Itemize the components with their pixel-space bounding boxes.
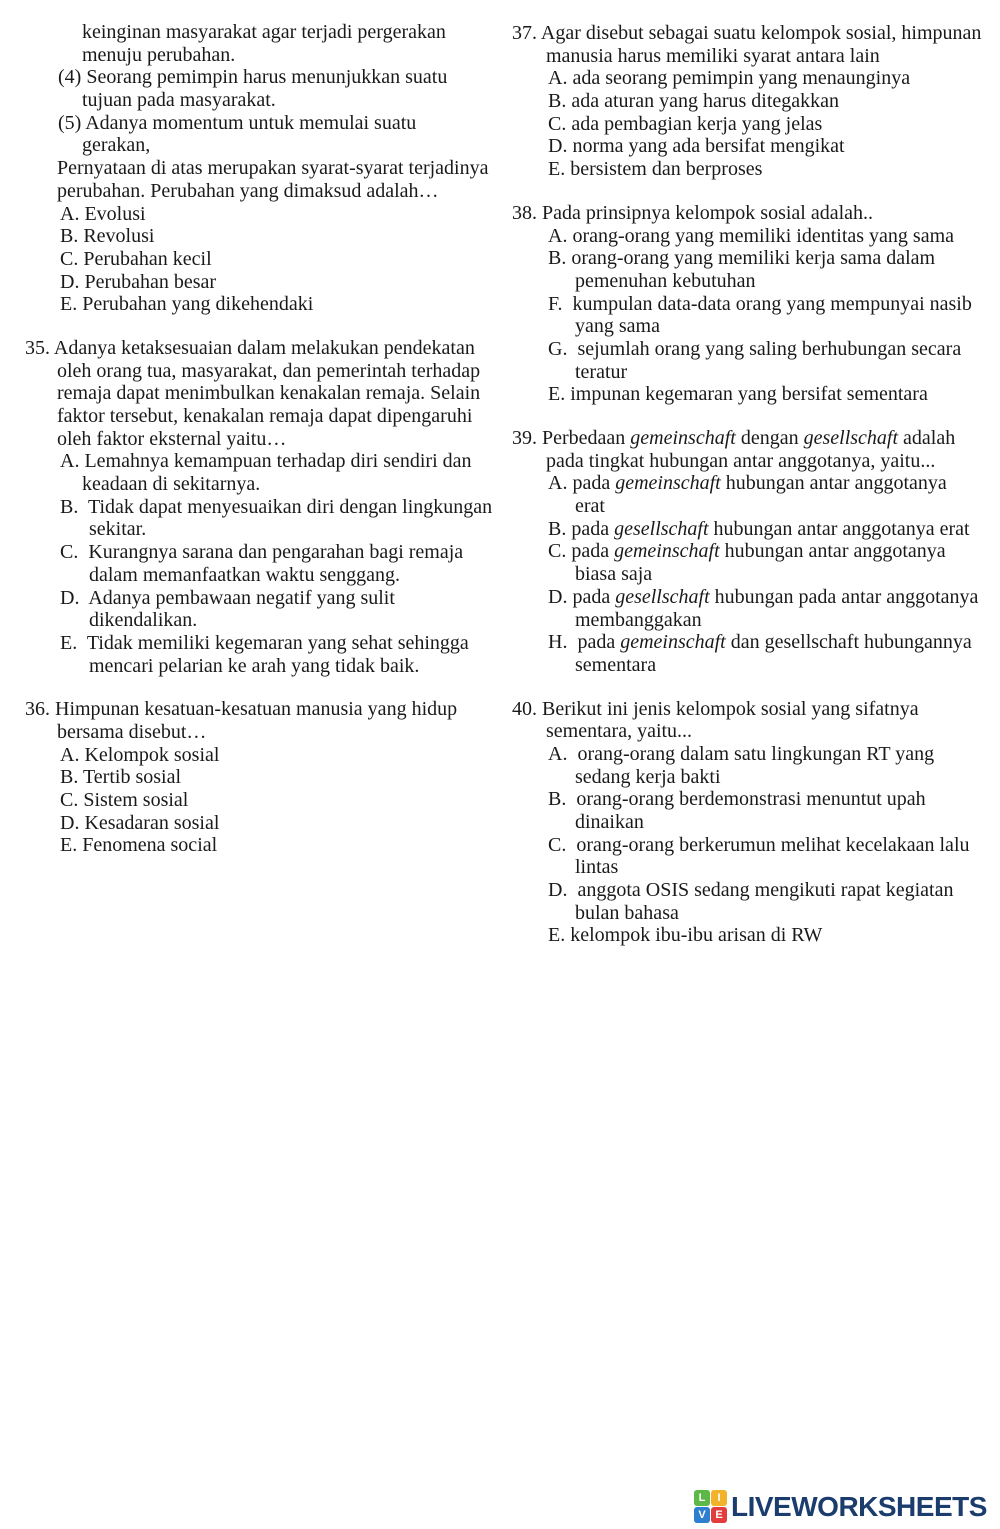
text-line: sementara bbox=[575, 653, 657, 676]
text-line: 39. Perbedaan gemeinschaft dengan gesellschaft adalah bbox=[512, 427, 956, 449]
question-37 bbox=[512, 22, 992, 181]
text-line: B. pada gesellschaft hubungan antar anggotanya erat bbox=[548, 517, 970, 540]
text-line: B. Tertib sosial bbox=[60, 766, 182, 789]
text-line: pada tingkat hubungan antar anggotanya, yaitu... bbox=[546, 449, 936, 472]
text-line: C. pada gemeinschaft hubungan antar anggotanya bbox=[548, 540, 946, 563]
right-column bbox=[512, 22, 992, 947]
text-line: E. Tidak memiliki kegemaran yang sehat sehingga bbox=[60, 631, 469, 654]
text-line: 37. Agar disebut sebagai suatu kelompok sosial, himpunan bbox=[512, 22, 982, 44]
text-line: faktor tersebut, kenakalan remaja dapat dipengaruhi bbox=[57, 405, 473, 427]
text-line: E. Fenomena social bbox=[60, 834, 218, 857]
text-line: F. kumpulan data-data orang yang mempunyai nasib bbox=[548, 292, 972, 315]
text-line: pemenuhan kebutuhan bbox=[575, 269, 756, 292]
question-36 bbox=[25, 698, 495, 857]
question-35 bbox=[25, 337, 495, 677]
question-40 bbox=[512, 698, 992, 948]
question-34-continuation bbox=[25, 21, 495, 316]
text-line: A. orang-orang dalam satu lingkungan RT yang bbox=[548, 742, 935, 765]
text-line: 35. Adanya ketaksesuaian dalam melakukan pendekatan bbox=[25, 336, 475, 359]
text-line: D. Kesadaran sosial bbox=[60, 811, 220, 834]
text-line: biasa saja bbox=[575, 563, 653, 586]
logo-letter-square: L bbox=[694, 1490, 710, 1506]
text-line: tujuan pada masyarakat. bbox=[82, 89, 276, 112]
text-line: E. Perubahan yang dikehendaki bbox=[60, 293, 314, 316]
text-line: 40. Berikut ini jenis kelompok sosial yang sifatnya bbox=[512, 697, 919, 720]
question-39 bbox=[512, 427, 992, 677]
text-line: oleh orang tua, masyarakat, dan pemerintah terhadap bbox=[57, 359, 481, 382]
text-line: A. Evolusi bbox=[60, 202, 146, 225]
logo-letter-square: I bbox=[711, 1490, 727, 1506]
text-line: remaja dapat menimbulkan kenakalan remaja. Selain bbox=[57, 382, 481, 405]
text-line: oleh faktor eksternal yaitu… bbox=[57, 427, 287, 450]
text-line: E. impunan kegemaran yang bersifat sementara bbox=[548, 383, 928, 406]
text-line: teratur bbox=[575, 360, 628, 383]
text-line: C. Perubahan kecil bbox=[60, 247, 212, 270]
text-line: E. bersistem dan berproses bbox=[548, 158, 763, 181]
text-line: yang sama bbox=[575, 315, 660, 338]
text-line: mencari pelarian ke arah yang tidak baik. bbox=[89, 654, 420, 677]
text-line: 36. Himpunan kesatuan-kesatuan manusia yang hidup bbox=[25, 698, 458, 721]
text-line: lintas bbox=[575, 856, 619, 879]
left-column bbox=[25, 21, 495, 857]
text-line: C. orang-orang berkerumun melihat kecelakaan lalu bbox=[548, 833, 970, 856]
text-line: sementara, yaitu... bbox=[546, 720, 693, 743]
text-line: D. Perubahan besar bbox=[60, 270, 217, 293]
text-line: D. anggota OSIS sedang mengikuti rapat kegiatan bbox=[548, 879, 954, 902]
text-line: gerakan, bbox=[82, 134, 151, 157]
text-line: dalam memanfaatkan waktu senggang. bbox=[89, 563, 400, 586]
text-line: C. Sistem sosial bbox=[60, 789, 189, 811]
text-line: A. ada seorang pemimpin yang menaunginya bbox=[548, 67, 911, 90]
text-line: A. Kelompok sosial bbox=[60, 743, 220, 766]
text-line: D. norma yang ada bersifat mengikat bbox=[548, 135, 845, 158]
text-line: B. ada aturan yang harus ditegakkan bbox=[548, 90, 840, 113]
text-line: bulan bahasa bbox=[575, 901, 679, 924]
text-line: membanggakan bbox=[575, 608, 702, 631]
text-line: E. kelompok ibu-ibu arisan di RW bbox=[548, 924, 823, 947]
text-line: B. Tidak dapat menyesuaikan diri dengan lingkungan bbox=[60, 495, 493, 518]
text-line: bersama disebut… bbox=[57, 720, 207, 743]
logo-letter-square: E bbox=[711, 1507, 727, 1523]
text-line: B. Revolusi bbox=[60, 225, 155, 248]
text-line: B. orang-orang yang memiliki kerja sama dalam bbox=[548, 247, 936, 270]
text-line: H. pada gemeinschaft dan gesellschaft hubungannya bbox=[548, 631, 972, 654]
text-line: 38. Pada prinsipnya kelompok sosial adalah.. bbox=[512, 201, 874, 224]
liveworksheets-wordmark: LIVEWORKSHEETS bbox=[731, 1491, 987, 1522]
text-line: Pernyataan di atas merupakan syarat-syarat terjadinya bbox=[57, 157, 489, 180]
text-line: keadaan di sekitarnya. bbox=[82, 473, 261, 496]
text-line: dinaikan bbox=[575, 811, 644, 833]
text-line: perubahan. Perubahan yang dimaksud adalah… bbox=[57, 179, 439, 202]
text-line: C. Kurangnya sarana dan pengarahan bagi remaja bbox=[60, 541, 464, 564]
text-line: sedang kerja bakti bbox=[575, 765, 721, 788]
text-line: (5) Adanya momentum untuk memulai suatu bbox=[58, 111, 417, 134]
liveworksheets-logo-icon bbox=[694, 1490, 727, 1523]
question-38 bbox=[512, 202, 992, 406]
text-line: A. Lemahnya kemampuan terhadap diri sendiri dan bbox=[60, 450, 472, 473]
liveworksheets-logo[interactable] bbox=[694, 1490, 987, 1523]
text-line: manusia harus memiliki syarat antara lain bbox=[546, 44, 880, 67]
text-line: keinginan masyarakat agar terjadi pergerakan bbox=[82, 21, 446, 43]
text-line: C. ada pembagian kerja yang jelas bbox=[548, 112, 823, 135]
text-line: sekitar. bbox=[89, 518, 147, 541]
text-line: erat bbox=[575, 495, 605, 518]
text-line: A. orang-orang yang memiliki identitas yang sama bbox=[548, 224, 955, 247]
text-line: D. pada gesellschaft hubungan pada antar anggotanya bbox=[548, 585, 979, 608]
text-line: A. pada gemeinschaft hubungan antar anggotanya bbox=[548, 472, 947, 495]
text-line: menuju perubahan. bbox=[82, 43, 236, 66]
text-line: D. Adanya pembawaan negatif yang sulit bbox=[60, 586, 395, 609]
text-line: (4) Seorang pemimpin harus menunjukkan suatu bbox=[58, 66, 448, 89]
logo-letter-square: V bbox=[694, 1507, 710, 1523]
text-line: B. orang-orang berdemonstrasi menuntut upah bbox=[548, 788, 926, 811]
text-line: G. sejumlah orang yang saling berhubungan secara bbox=[548, 337, 962, 360]
text-line: dikendalikan. bbox=[89, 609, 198, 632]
